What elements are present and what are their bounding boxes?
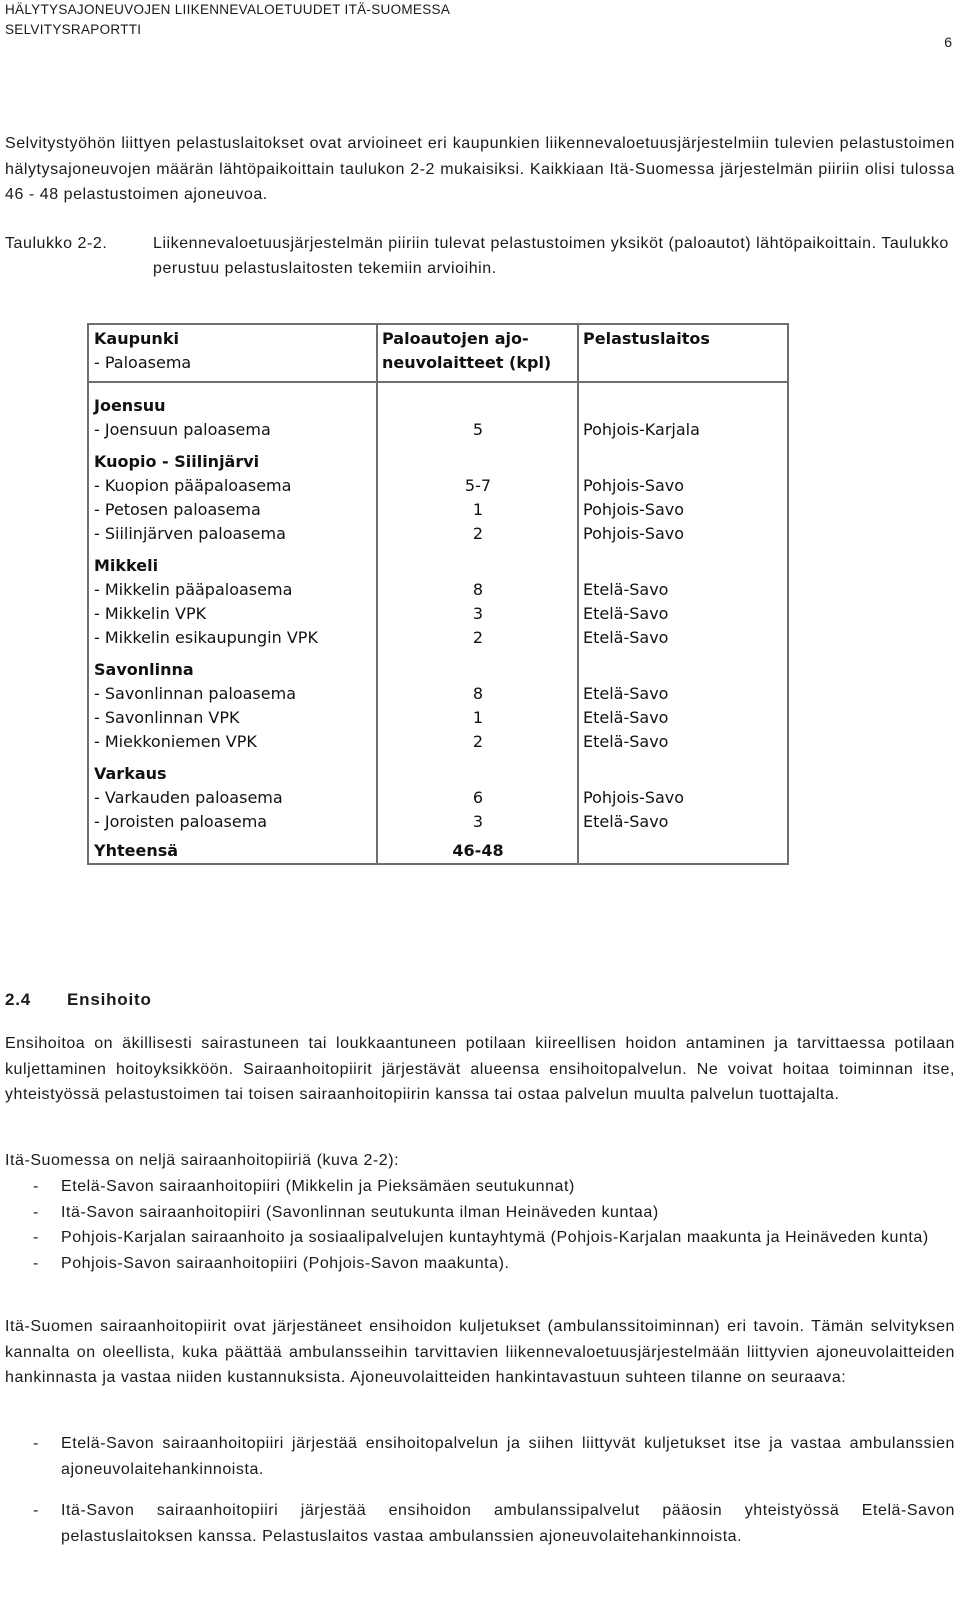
transport-paragraph [5, 1314, 955, 1391]
station-name: - Siilinjärven paloasema [94, 524, 286, 543]
stations-table [87, 323, 789, 865]
ensihoito-paragraph [5, 1031, 955, 1108]
header-paloasema: - Paloasema [94, 353, 192, 372]
caption-text: Liikennevaloetuusjärjestelmän piiriin tulevat pelastustoimen yksiköt (paloautot) lähtöpaikoittain. Taulukko perustuu pelastuslaitosten tekemiin arvioihin. [153, 235, 949, 277]
table-header-divider [89, 381, 787, 383]
station-department: Pohjois-Savo [583, 476, 685, 495]
page-number: 6 [944, 34, 952, 50]
total-label: Yhteensä [94, 841, 179, 860]
group-city: Joensuu [94, 396, 166, 415]
districts-list [5, 1174, 955, 1276]
station-name: - Kuopion pääpaloasema [94, 476, 292, 495]
header-kaupunki: Kaupunki [94, 329, 179, 348]
station-department: Pohjois-Savo [583, 500, 685, 519]
list-item: - Itä-Savon sairaanhoitopiiri järjestää ensihoidon ambulanssipalvelut pääosin yhteistyössä Etelä-Savon pelastuslaitoksen kanssa. Pelastuslaitos vastaa ambulanssien ajoneuvolaitehankinnoista. [5, 1498, 955, 1549]
station-department: Pohjois-Karjala [583, 420, 700, 439]
intro-text: Selvitystyöhön liittyen pelastuslaitokset ovat arvioineet eri kaupunkien liikennevaloetuusjärjestelmiin tulevien pelastustoimen hälytysajoneuvojen määrän lähtöpaikoittain taulukon 2-2 mukaisiksi. Kaikkiaan Itä-Suomessa järjestelmän piiriin olisi tulossa 46 - 48 pelastustoimen ajoneuvoa. [5, 135, 955, 203]
station-department: Etelä-Savo [583, 732, 669, 751]
station-department: Etelä-Savo [583, 812, 669, 831]
paragraph-text: Itä-Suomessa on neljä sairaanhoitopiiriä (kuva 2-2): [5, 1152, 400, 1169]
caption-label: Taulukko 2-2. [5, 235, 108, 252]
station-count: 8 [472, 684, 484, 703]
section-heading [5, 990, 152, 1010]
list-item: - Pohjois-Savon sairaanhoitopiiri (Pohjois-Savon maakunta). [5, 1251, 955, 1277]
station-name: - Mikkelin esikaupungin VPK [94, 628, 318, 647]
station-name: - Mikkelin pääpaloasema [94, 580, 293, 599]
header-pelastuslaitos: Pelastuslaitos [583, 329, 710, 348]
list-item: - Etelä-Savon sairaanhoitopiiri (Mikkelin ja Pieksämäen seutukunnat) [5, 1174, 955, 1200]
paragraph-text: Itä-Suomen sairaanhoitopiirit ovat järjestäneet ensihoidon kuljetukset (ambulanssitoiminnan) eri tavoin. Tämän selvityksen kannalta on oleellista, kuka päättää ambulansseihin tarvittavien liikennevaloetuusjärjestelmään liittyvien ajoneuvolaitteiden hankinnasta ja vastaa niiden kustannuksista. Ajoneuvolaitteiden hankintavastuun suhteen tilanne on seuraava: [5, 1318, 955, 1386]
station-name: - Savonlinnan VPK [94, 708, 240, 727]
station-count: 3 [472, 812, 484, 831]
station-department: Pohjois-Savo [583, 524, 685, 543]
group-city: Kuopio - Siilinjärvi [94, 452, 260, 471]
station-count: 3 [472, 604, 484, 623]
station-count: 2 [472, 524, 484, 543]
document-header [5, 0, 450, 40]
station-count: 1 [472, 708, 484, 727]
group-city: Varkaus [94, 764, 167, 783]
station-department: Etelä-Savo [583, 580, 669, 599]
station-count: 1 [472, 500, 484, 519]
responsibility-list [5, 1431, 955, 1549]
list-item: - Pohjois-Karjalan sairaanhoito ja sosiaalipalvelujen kuntayhtymä (Pohjois-Karjalan maakunta ja Heinäveden kunta) [5, 1225, 955, 1251]
station-name: - Joensuun paloasema [94, 420, 271, 439]
paragraph-text: Ensihoitoa on äkillisesti sairastuneen tai loukkaantuneen potilaan kiireellisen hoidon antaminen ja tarvittaessa potilaan kuljettaminen hoitoyksikköön. Sairaanhoitopiirit järjestävät alueensa ensihoitopalvelun. Ne voivat hoitaa toiminnan itse, yhteistyössä pelastustoimen tai toisen sairaanhoitopiirin kanssa tai ostaa palvelun muulta palvelun tuottajalta. [5, 1035, 955, 1103]
header-count-line1: Paloautojen ajo- [382, 329, 529, 348]
group-city: Mikkeli [94, 556, 159, 575]
header-count-line2: neuvolaitteet (kpl) [382, 353, 552, 372]
section-title: Ensihoito [67, 990, 152, 1009]
station-name: - Petosen paloasema [94, 500, 261, 519]
group-city: Savonlinna [94, 660, 194, 679]
station-department: Pohjois-Savo [583, 788, 685, 807]
list-item: - Etelä-Savon sairaanhoitopiiri järjestää ensihoitopalvelun ja siihen liittyvät kuljetukset itse ja vastaa ambulanssien ajoneuvolaitehankinnoista. [5, 1431, 955, 1482]
list-item: - Itä-Savon sairaanhoitopiiri (Savonlinnan seutukunta ilman Heinäveden kuntaa) [5, 1200, 955, 1226]
total-value: 46-48 [452, 841, 504, 860]
station-department: Etelä-Savo [583, 708, 669, 727]
station-name: - Mikkelin VPK [94, 604, 207, 623]
section-number: 2.4 [5, 990, 32, 1009]
station-name: - Varkauden paloasema [94, 788, 283, 807]
header-title: HÄLYTYSAJONEUVOJEN LIIKENNEVALOETUUDET ITÄ-SUOMESSA [5, 2, 451, 17]
header-subtitle: SELVITYSRAPORTTI [5, 22, 142, 37]
station-department: Etelä-Savo [583, 604, 669, 623]
station-department: Etelä-Savo [583, 628, 669, 647]
station-name: - Joroisten paloasema [94, 812, 268, 831]
station-count: 2 [472, 732, 484, 751]
intro-paragraph [5, 131, 955, 208]
table-caption [5, 231, 955, 281]
districts-intro [5, 1148, 955, 1174]
station-department: Etelä-Savo [583, 684, 669, 703]
station-count: 6 [472, 788, 484, 807]
station-name: - Savonlinnan paloasema [94, 684, 296, 703]
station-count: 5 [472, 420, 484, 439]
station-count: 8 [472, 580, 484, 599]
station-name: - Miekkoniemen VPK [94, 732, 257, 751]
station-count: 2 [472, 628, 484, 647]
station-count: 5-7 [464, 476, 492, 495]
